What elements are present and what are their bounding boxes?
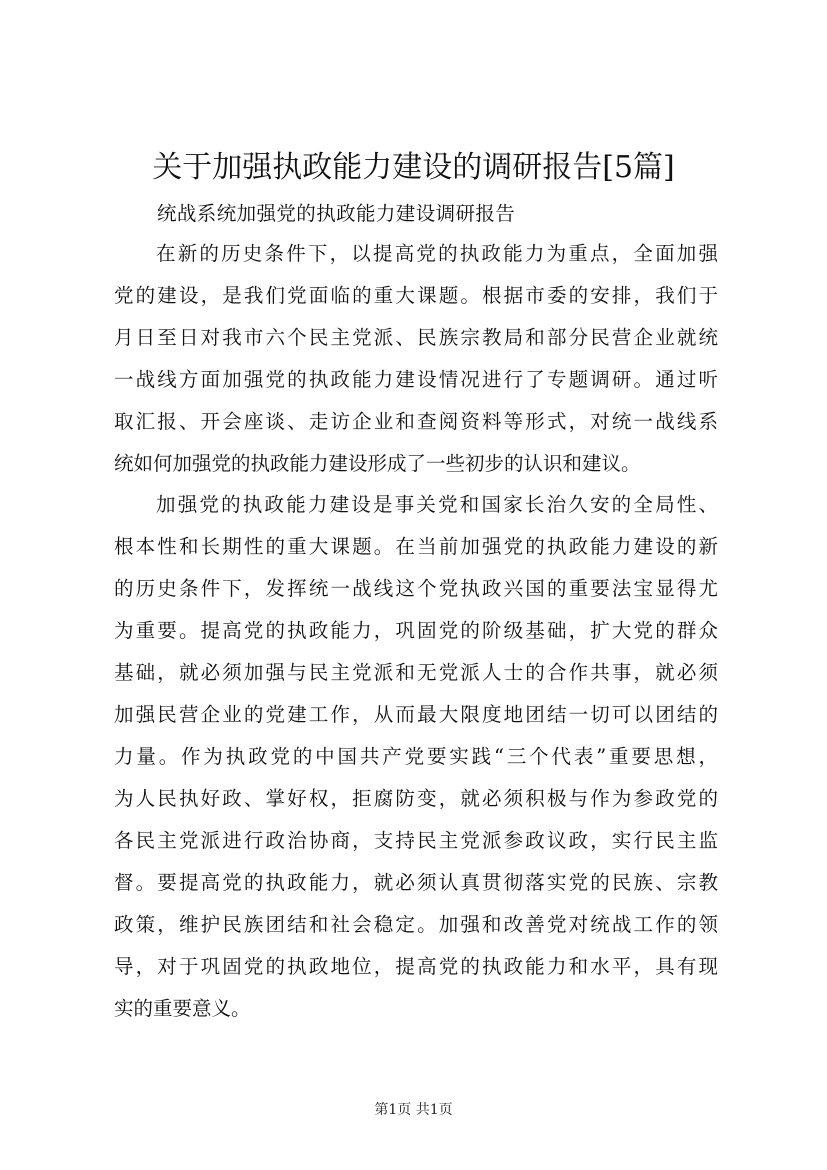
page-number-footer: 第1页 共1页: [374, 1102, 453, 1118]
paragraph-line: 为人民执好政、掌好权，拒腐防变，就必须积极与作为参政党的: [114, 787, 718, 810]
document-subtitle: 统战系统加强党的执政能力建设调研报告: [157, 202, 516, 225]
paragraph-line: 一战线方面加强党的执政能力建设情况进行了专题调研。通过听: [114, 368, 718, 391]
paragraph-line: 加强民营企业的党建工作，从而最大限度地团结一切可以团结的: [114, 703, 718, 726]
paragraph-line: 党的建设，是我们党面临的重大课题。根据市委的安排，我们于: [114, 284, 718, 307]
paragraph-line: 根本性和长期性的重大课题。在当前加强党的执政能力建设的新: [114, 535, 718, 558]
paragraph-line: 基础，就必须加强与民主党派和无党派人士的合作共事，就必须: [114, 661, 718, 684]
paragraph-line: 统如何加强党的执政能力建设形成了一些初步的认识和建议。: [114, 452, 641, 475]
paragraph-line: 的历史条件下，发挥统一战线这个党执政兴国的重要法宝显得尤: [114, 577, 718, 600]
paragraph-line: 为重要。提高党的执政能力，巩固党的阶级基础，扩大党的群众: [114, 619, 718, 642]
paragraph-line: 在新的历史条件下，以提高党的执政能力为重点，全面加强: [156, 242, 718, 265]
paragraph-line: 力量。作为执政党的中国共产党要实践“三个代表”重要思想，: [114, 745, 718, 768]
paragraph-line: 政策，维护民族团结和社会稳定。加强和改善党对统战工作的领: [114, 913, 718, 936]
document-title: 关于加强执政能力建设的调研报告[5篇]: [152, 150, 675, 185]
paragraph-1: [114, 233, 718, 485]
paragraph-2: [114, 484, 718, 1030]
paragraph-line: 加强党的执政能力建设是事关党和国家长治久安的全局性、: [156, 493, 718, 516]
paragraph-line: 督。要提高党的执政能力，就必须认真贯彻落实党的民族、宗教: [114, 871, 718, 894]
paragraph-line: 月日至日对我市六个民主党派、民族宗教局和部分民营企业就统: [114, 326, 718, 349]
paragraph-line: 取汇报、开会座谈、走访企业和查阅资料等形式，对统一战线系: [114, 410, 718, 433]
paragraph-line: 各民主党派进行政治协商，支持民主党派参政议政，实行民主监: [114, 829, 718, 852]
paragraph-line: 导，对于巩固党的执政地位，提高党的执政能力和水平，具有现: [114, 955, 718, 978]
paragraph-line: 实的重要意义。: [114, 997, 251, 1020]
